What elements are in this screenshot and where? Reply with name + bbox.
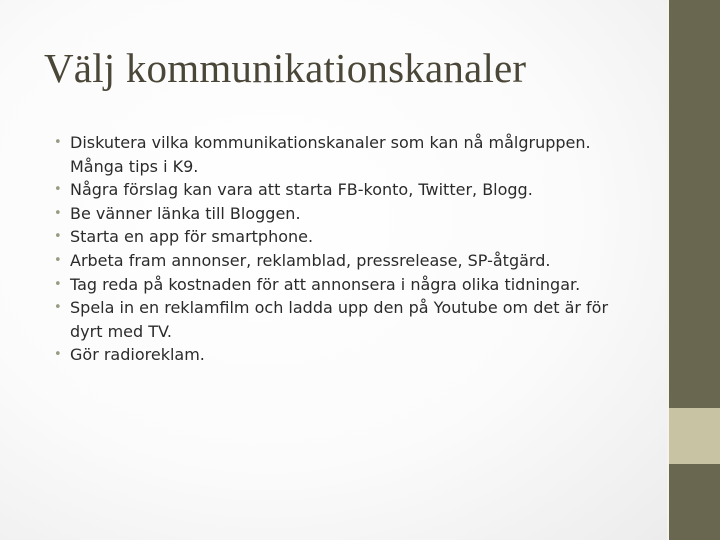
list-item [54,131,634,178]
bullet-text: Spela in en reklamfilm och ladda upp den på Youtube om det är för dyrt med TV. [70,298,609,341]
bullet-icon: • [54,276,62,292]
bullet-text: Be vänner länka till Bloggen. [70,203,301,223]
list-item [54,343,634,367]
bullet-text: Några förslag kan vara att starta FB-konto, Twitter, Blogg. [70,180,533,200]
bullet-icon: • [54,135,62,150]
bullet-text: Diskutera vilka kommunikationskanaler som kan nå målgruppen. Många tips i K9. [70,133,591,176]
bullet-icon: • [54,182,62,198]
list-item [54,273,634,297]
bullet-icon: • [54,252,62,268]
list-item [54,296,634,343]
bullet-icon: • [54,205,62,221]
bullet-text: Arbeta fram annonser, reklamblad, pressrelease, SP-åtgärd. [70,250,551,270]
list-item [54,178,634,202]
sidebar-accent-block [669,408,720,464]
list-item [54,202,634,226]
bullet-icon: • [54,347,62,363]
bullet-text: Gör radioreklam. [70,345,205,365]
list-item [54,249,634,273]
bullet-text: Tag reda på kostnaden för att annonsera i några olika tidningar. [70,274,581,294]
list-item [54,225,634,249]
bullet-icon: • [54,300,62,316]
bullet-list [54,131,634,367]
bullet-icon: • [54,229,62,245]
slide-title: Välj kommunikationskanaler [44,45,527,91]
bullet-text: Starta en app för smartphone. [70,227,314,247]
